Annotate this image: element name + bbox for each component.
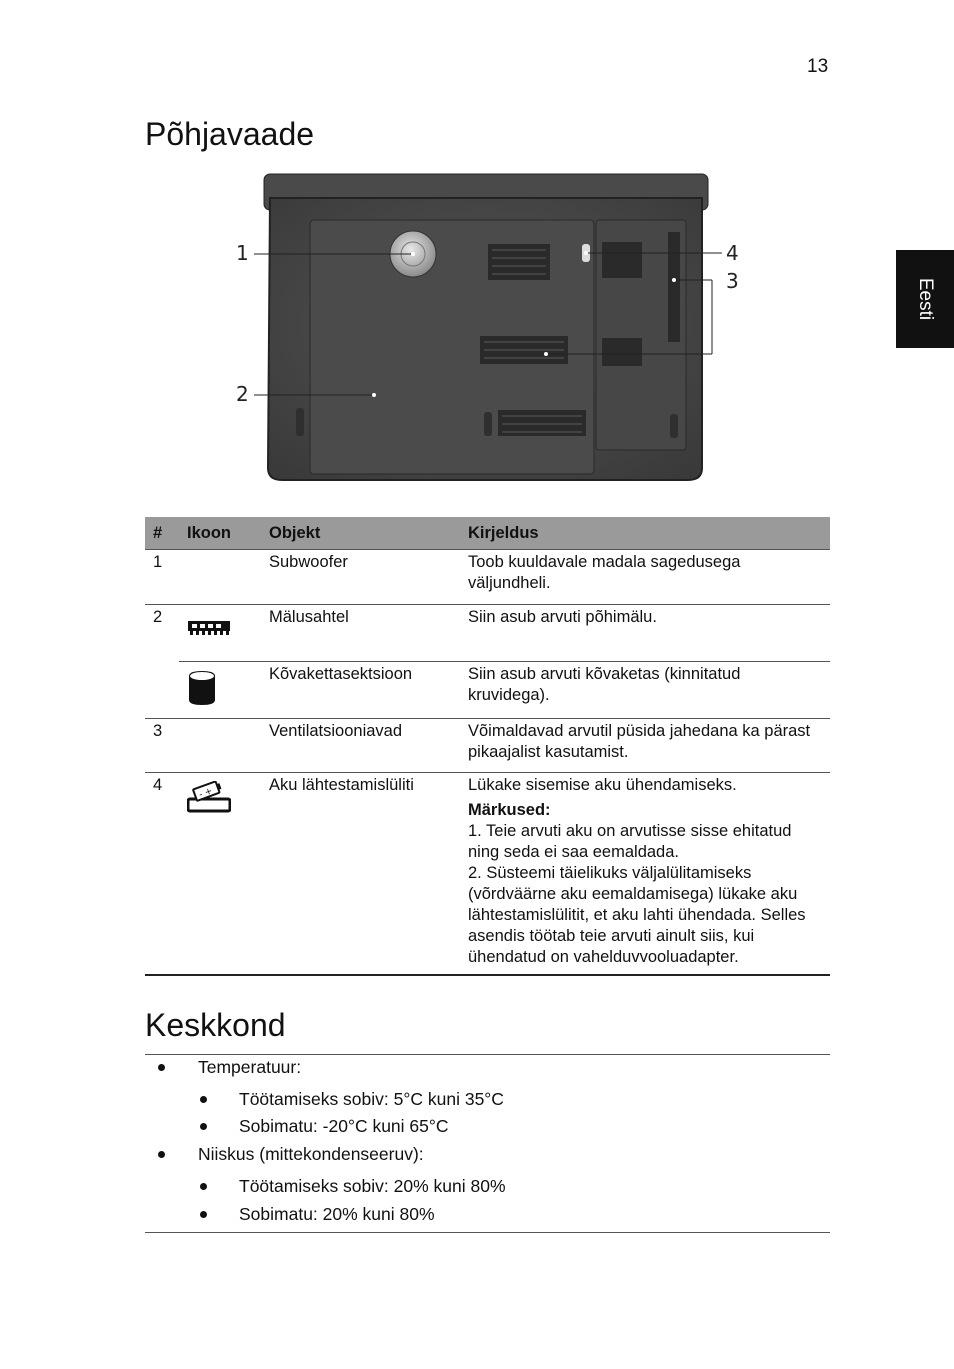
list-item-temp-nonoperating: Sobimatu: -20°C kuni 65°C bbox=[239, 1116, 449, 1136]
table-row bbox=[145, 550, 830, 605]
bullet bbox=[158, 1064, 165, 1071]
header-object: Objekt bbox=[261, 517, 460, 550]
row-description: Siin asub arvuti kõvaketas (kinnitatud kruvidega). bbox=[460, 662, 830, 719]
callout-1: 1 bbox=[236, 241, 249, 265]
environment-list bbox=[145, 1054, 830, 1233]
row-object: Kõvakettasektsioon bbox=[261, 662, 460, 719]
bullet bbox=[200, 1183, 207, 1190]
list-item-hum-nonoperating: Sobimatu: 20% kuni 80% bbox=[239, 1204, 435, 1224]
laptop-bottom-view-figure bbox=[230, 168, 750, 488]
note-item: 2. Süsteemi täielikuks väljalülitamiseks (võrdväärne aku eemaldamisega) lükake aku lähtestamislülitit, et aku lahti ühendada. Selles asendis töötab teie arvuti ainult siis, kui ühendatud on vahelduvvooluadapter. bbox=[468, 864, 806, 966]
list-item-humidity: Niiskus (mittekondenseeruv): bbox=[198, 1144, 424, 1164]
page-number: 13 bbox=[807, 56, 829, 77]
section-heading-environment: Keskkond bbox=[145, 1007, 286, 1043]
row-description: Lükake sisemise aku ühendamiseks. bbox=[468, 776, 737, 794]
list-item-hum-operating: Töötamiseks sobiv: 20% kuni 80% bbox=[239, 1176, 506, 1196]
table-row bbox=[145, 605, 830, 662]
bullet bbox=[200, 1123, 207, 1130]
battery-reset-icon bbox=[187, 781, 231, 813]
row-num: 4 bbox=[145, 773, 179, 976]
row-object: Mälusahtel bbox=[261, 605, 460, 662]
bullet bbox=[200, 1211, 207, 1218]
language-tab bbox=[896, 250, 954, 348]
notes-title: Märkused: bbox=[468, 801, 551, 819]
row-description: Siin asub arvuti põhimälu. bbox=[460, 605, 830, 662]
row-description: Võimaldavad arvutil püsida jahedana ka pärast pikaajalist kasutamist. bbox=[460, 719, 830, 773]
hdd-icon bbox=[187, 670, 217, 706]
table-header-row bbox=[145, 517, 830, 550]
row-num: 3 bbox=[145, 719, 179, 773]
bullet bbox=[158, 1151, 165, 1158]
header-num: # bbox=[145, 517, 179, 550]
callout-4: 4 bbox=[726, 241, 739, 265]
svg-text:- +: - + bbox=[197, 786, 215, 801]
table-row bbox=[145, 773, 830, 976]
table-row bbox=[145, 719, 830, 773]
row-object: Ventilatsiooniavad bbox=[261, 719, 460, 773]
row-description: Toob kuuldavale madala sagedusega väljundheli. bbox=[460, 550, 830, 605]
callout-2: 2 bbox=[236, 382, 249, 406]
language-tab-label: Eesti bbox=[915, 277, 936, 321]
table-row bbox=[145, 662, 830, 719]
callout-3: 3 bbox=[726, 269, 739, 293]
row-object: Subwoofer bbox=[261, 550, 460, 605]
note-item: 1. Teie arvuti aku on arvutisse sisse ehitatud ning seda ei saa eemaldada. bbox=[468, 822, 792, 861]
bottom-view-table bbox=[145, 517, 830, 976]
section-heading-bottom-view: Põhjavaade bbox=[145, 116, 315, 152]
header-description: Kirjeldus bbox=[460, 517, 830, 550]
memory-icon bbox=[187, 613, 231, 637]
bullet bbox=[200, 1096, 207, 1103]
list-item-temperature: Temperatuur: bbox=[198, 1057, 302, 1077]
list-item-temp-operating: Töötamiseks sobiv: 5°C kuni 35°C bbox=[239, 1089, 504, 1109]
row-num: 2 bbox=[145, 605, 179, 719]
row-num: 1 bbox=[145, 550, 179, 605]
row-object: Aku lähtestamislüliti bbox=[261, 773, 460, 976]
header-icon: Ikoon bbox=[179, 517, 261, 550]
